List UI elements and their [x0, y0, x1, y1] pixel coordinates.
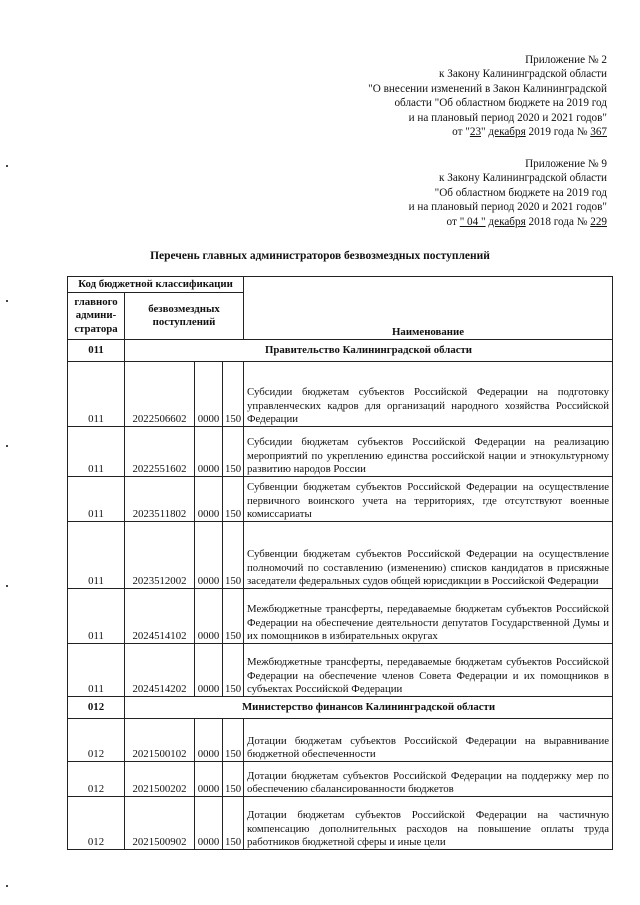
- date-year: 2018 года №: [525, 215, 591, 228]
- admin-code-cell: 011: [68, 522, 125, 589]
- appendix-line: Приложение № 2: [525, 54, 607, 66]
- revenue-code-cell: 2024514102: [125, 589, 195, 644]
- table-row: [68, 719, 613, 762]
- revenue-code-cell: 2021500202: [125, 762, 195, 797]
- law-number: 367: [590, 126, 607, 139]
- revenue-code-cell: 2023512002: [125, 522, 195, 589]
- revenue-kind-cell: 150: [223, 522, 244, 589]
- date-year: 2019 года №: [525, 126, 591, 139]
- date-day: 23: [469, 126, 482, 139]
- administrators-table: [67, 276, 613, 850]
- appendix-line: к Закону Калининградской области: [439, 68, 607, 81]
- appendix-2-reference: [368, 53, 607, 139]
- description-cell: Субсидии бюджетам субъектов Российской Федерации на подготовку управленческих кадров для организаций народного хозяйства Российской Федерации: [244, 362, 613, 427]
- program-code-cell: 0000: [195, 589, 223, 644]
- admin-code-cell: 011: [68, 589, 125, 644]
- table-row: [68, 427, 613, 477]
- description-cell: Субсидии бюджетам субъектов Российской Федерации на реализацию мероприятий по укреплению единства российской нации и этнокультурному развитию народов России: [244, 427, 613, 477]
- revenue-code-cell: 2021500902: [125, 797, 195, 850]
- table-row: [68, 522, 613, 589]
- appendix-line: "О внесении изменений в Закон Калининградской: [368, 82, 607, 95]
- program-code-cell: 0000: [195, 644, 223, 697]
- revenue-kind-cell: 150: [223, 719, 244, 762]
- date-prefix: от ": [452, 126, 470, 139]
- appendix-line: Приложение № 9: [525, 158, 607, 170]
- description-cell: Дотации бюджетам субъектов Российской Федерации на выравнивание бюджетной обеспеченности: [244, 719, 613, 762]
- appendix-line: и на плановый период 2020 и 2021 годов": [408, 201, 607, 214]
- admin-code-cell: 012: [68, 797, 125, 850]
- table-row: [68, 362, 613, 427]
- section-code: 011: [68, 340, 125, 362]
- program-code-cell: 0000: [195, 477, 223, 522]
- admin-code-cell: 012: [68, 719, 125, 762]
- appendix-date-line: [368, 125, 607, 139]
- program-code-cell: 0000: [195, 522, 223, 589]
- revenue-kind-cell: 150: [223, 362, 244, 427]
- admin-code-cell: 011: [68, 362, 125, 427]
- scan-dot: [6, 445, 8, 447]
- appendix-9-reference: [409, 157, 607, 229]
- appendix-line: к Закону Калининградской области: [439, 172, 607, 185]
- section-name: Министерство финансов Калининградской области: [125, 697, 613, 719]
- admin-code-cell: 011: [68, 644, 125, 697]
- admin-code-cell: 011: [68, 477, 125, 522]
- program-code-cell: 0000: [195, 762, 223, 797]
- program-code-cell: 0000: [195, 797, 223, 850]
- table-row: [68, 797, 613, 850]
- admin-code-cell: 011: [68, 427, 125, 477]
- admin-code-cell: 012: [68, 762, 125, 797]
- revenue-kind-cell: 150: [223, 477, 244, 522]
- scan-dot: [6, 585, 8, 587]
- description-cell: Дотации бюджетам субъектов Российской Федерации на поддержку мер по обеспечению сбалансированности бюджетов: [244, 762, 613, 797]
- admin-column-header: главного админи- стратора: [68, 293, 125, 340]
- document-title: Перечень главных администраторов безвозмездных поступлений: [150, 250, 490, 262]
- date-month: декабря: [488, 215, 526, 228]
- description-cell: Субвенции бюджетам субъектов Российской Федерации на осуществление полномочий по составлению (изменению) списков кандидатов в присяжные заседатели федеральных судов общей юрисдикции в Российской Федерации: [244, 522, 613, 589]
- appendix-line: "Об областном бюджете на 2019 год: [434, 186, 607, 199]
- revenue-kind-cell: 150: [223, 589, 244, 644]
- appendix-line: области "Об областном бюджете на 2019 год: [394, 97, 607, 110]
- program-code-cell: 0000: [195, 719, 223, 762]
- description-cell: Субвенции бюджетам субъектов Российской Федерации на осуществление первичного воинского учета на территориях, где отсутствуют военные комиссариаты: [244, 477, 613, 522]
- revenue-code-cell: 2023511802: [125, 477, 195, 522]
- section-code: 012: [68, 697, 125, 719]
- revenue-column-header: безвозмездных поступлений: [125, 293, 244, 340]
- table-row: [68, 762, 613, 797]
- name-column-header: Наименование: [244, 277, 613, 340]
- scan-dot: [6, 165, 8, 167]
- law-number: 229: [590, 215, 607, 228]
- program-code-cell: 0000: [195, 362, 223, 427]
- section-row: [68, 697, 613, 719]
- description-cell: Межбюджетные трансферты, передаваемые бюджетам субъектов Российской Федерации на обеспечение членов Совета Федерации и их помощников в субъектах Российской Федерации: [244, 644, 613, 697]
- description-cell: Дотации бюджетам субъектов Российской Федерации на частичную компенсацию дополнительных расходов на повышение оплаты труда работников бюджетной сферы и иные цели: [244, 797, 613, 850]
- appendix-date-line: [409, 215, 607, 229]
- date-separator: ": [481, 126, 489, 139]
- table-row: [68, 477, 613, 522]
- revenue-kind-cell: 150: [223, 427, 244, 477]
- section-row: [68, 340, 613, 362]
- revenue-code-cell: 2024514202: [125, 644, 195, 697]
- revenue-code-cell: 2021500102: [125, 719, 195, 762]
- date-day: " 04 ": [459, 215, 486, 228]
- program-code-cell: 0000: [195, 427, 223, 477]
- table-header-row: [68, 277, 613, 293]
- table-row: [68, 589, 613, 644]
- scan-dot: [6, 300, 8, 302]
- table-row: [68, 644, 613, 697]
- budget-classification-header: Код бюджетной классификации: [68, 277, 244, 293]
- revenue-kind-cell: 150: [223, 644, 244, 697]
- appendix-line: и на плановый период 2020 и 2021 годов": [408, 111, 607, 124]
- revenue-kind-cell: 150: [223, 797, 244, 850]
- section-name: Правительство Калининградской области: [125, 340, 613, 362]
- date-prefix: от: [446, 215, 460, 228]
- description-cell: Межбюджетные трансферты, передаваемые бюджетам субъектов Российской Федерации на обеспечение деятельности депутатов Государственной Думы и их помощников в избирательных округах: [244, 589, 613, 644]
- date-month: декабря: [488, 126, 526, 139]
- revenue-code-cell: 2022551602: [125, 427, 195, 477]
- revenue-code-cell: 2022506602: [125, 362, 195, 427]
- scan-dot: [6, 885, 8, 887]
- revenue-kind-cell: 150: [223, 762, 244, 797]
